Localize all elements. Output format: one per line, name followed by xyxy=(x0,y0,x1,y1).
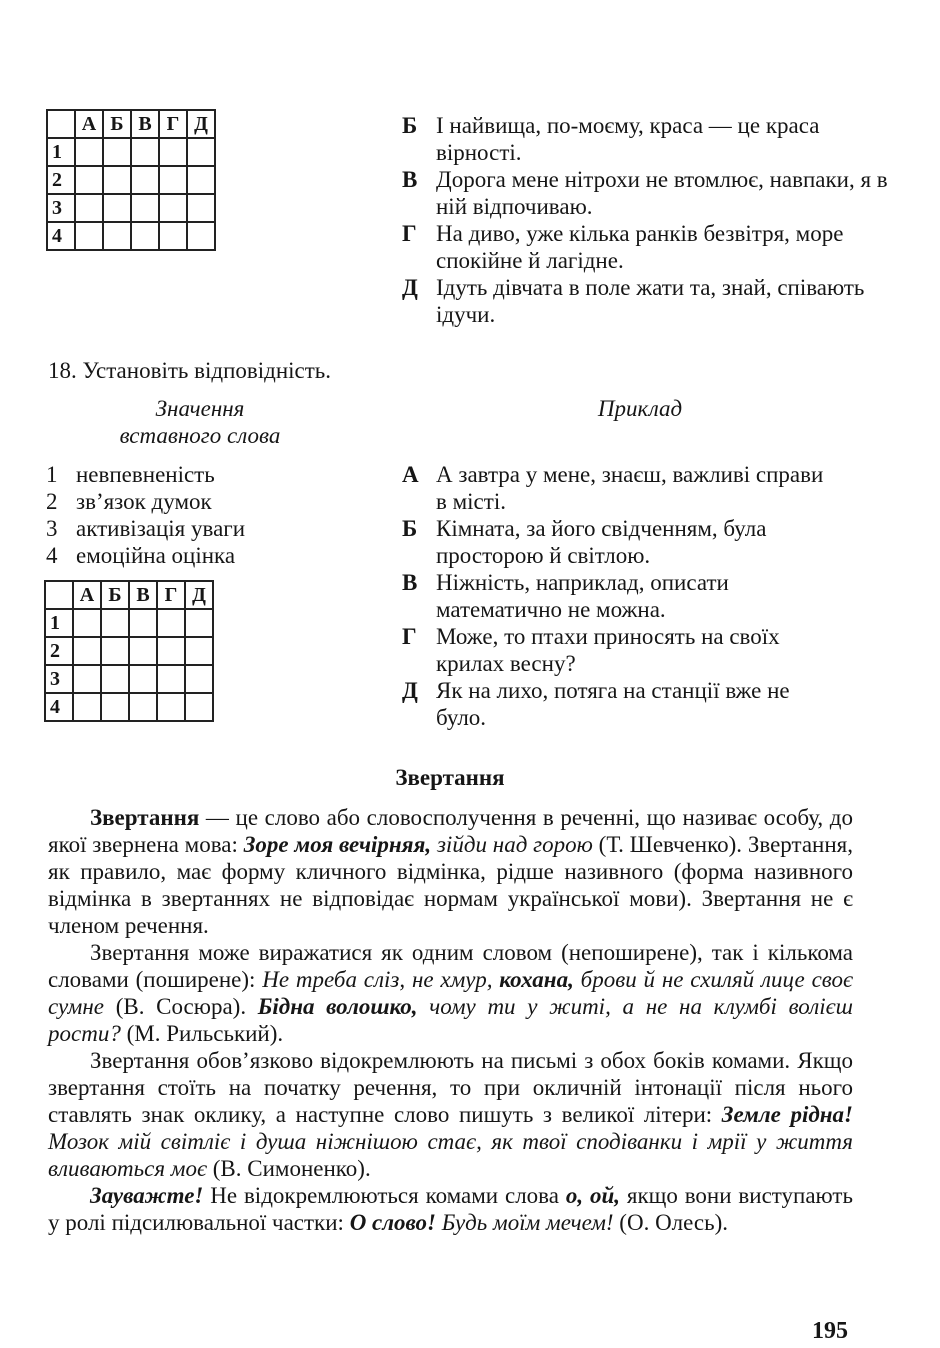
q18-left-column-title xyxy=(80,395,320,449)
example-address: О слово! xyxy=(349,1210,436,1235)
grid-cell[interactable] xyxy=(187,138,215,166)
example-text: чому ти у житі, а не на клумбі волієш рости? xyxy=(48,994,853,1046)
grid-col-b: Б xyxy=(101,581,129,609)
grid-cell[interactable] xyxy=(73,609,101,637)
q18-option-v xyxy=(402,569,832,623)
text-run: — це слово або словосполучення в реченні, що називає особу, до якої звернена мова: xyxy=(48,805,853,857)
grid-cell[interactable] xyxy=(185,609,213,637)
q18-item-1 xyxy=(46,461,366,488)
grid-row-1: 1 xyxy=(47,138,75,166)
option-text: На диво, уже кілька ранків безвітря, море спокійне й лагідне. xyxy=(436,221,844,273)
option-letter: Б xyxy=(402,516,418,541)
option-letter: А xyxy=(402,462,419,487)
grid-cell[interactable] xyxy=(131,222,159,250)
option-text: Кімната, за його свідченням, була просторою й світлою. xyxy=(436,516,767,568)
grid-cell[interactable] xyxy=(101,637,129,665)
grid-row-2: 2 xyxy=(45,637,73,665)
grid-cell[interactable] xyxy=(73,637,101,665)
grid-cell[interactable] xyxy=(157,637,185,665)
q18-option-a xyxy=(402,461,832,515)
option-letter: В xyxy=(402,167,418,192)
grid-cell[interactable] xyxy=(73,693,101,721)
grid-cell[interactable] xyxy=(185,693,213,721)
paragraph-forms xyxy=(48,939,853,1047)
q17-option-b xyxy=(402,112,902,166)
q17-options xyxy=(402,112,902,328)
paragraph-note xyxy=(48,1182,853,1236)
grid-cell[interactable] xyxy=(73,665,101,693)
item-text: активізація уваги xyxy=(76,516,246,541)
grid-row-3: 3 xyxy=(45,665,73,693)
item-number: 3 xyxy=(46,516,58,541)
example-address: Земле рідна! xyxy=(721,1102,853,1127)
section-body xyxy=(48,804,853,1236)
text-run: (В. Сосюра). xyxy=(103,994,258,1019)
grid-cell[interactable] xyxy=(159,138,187,166)
q18-item-2 xyxy=(46,488,366,515)
grid-col-a: А xyxy=(75,110,103,138)
option-letter: Д xyxy=(402,275,418,300)
q18-item-4 xyxy=(46,542,366,569)
option-letter: Г xyxy=(402,624,417,649)
option-text: І найвища, по-моєму, краса — це краса вірності. xyxy=(436,113,820,165)
grid-corner xyxy=(45,581,73,609)
answer-grid-17 xyxy=(46,109,216,251)
grid-cell[interactable] xyxy=(187,194,215,222)
grid-cell[interactable] xyxy=(159,194,187,222)
paragraph-definition xyxy=(48,804,853,939)
grid-corner xyxy=(47,110,75,138)
option-text: А завтра у мене, знаєш, важливі справи в місті. xyxy=(436,462,824,514)
grid-cell[interactable] xyxy=(101,665,129,693)
example-text: Мозок мій світліє і душа ніжнішою стає, як твої сподіванки і мрії у життя вливаються моє xyxy=(48,1129,853,1181)
option-text: Ніжність, наприклад, описати математично не можна. xyxy=(436,570,729,622)
grid-cell[interactable] xyxy=(103,166,131,194)
q18-option-g xyxy=(402,623,832,677)
q18-left-title-line2: вставного слова xyxy=(119,423,281,448)
text-run: Звертання обов’язково відокремлюють на письмі з обох боків комами. Якщо звертання стоїть на початку речення, то при окличній інтонації після нього ставлять знак оклику, а наступне слово пишуть з великої літери: xyxy=(48,1048,853,1127)
q17-option-d xyxy=(402,274,902,328)
grid-cell[interactable] xyxy=(157,609,185,637)
grid-cell[interactable] xyxy=(185,665,213,693)
q18-right-column-title: Приклад xyxy=(597,396,683,421)
option-text: Дорога мене нітрохи не втомлює, навпаки, я в ній відпочиваю. xyxy=(436,167,888,219)
q18-items xyxy=(46,461,366,569)
q18-option-b xyxy=(402,515,832,569)
grid-col-b: Б xyxy=(103,110,131,138)
grid-cell[interactable] xyxy=(75,138,103,166)
grid-cell[interactable] xyxy=(103,194,131,222)
example-text: Не треба сліз, не хмур, xyxy=(262,967,500,992)
q17-option-v xyxy=(402,166,902,220)
example-text: зійди над горою xyxy=(431,832,593,857)
q18-prompt: 18. Установіть відповідність. xyxy=(48,358,332,383)
example-address: Бідна волошко, xyxy=(257,994,418,1019)
text-run: (О. Олесь). xyxy=(613,1210,729,1235)
grid-cell[interactable] xyxy=(157,665,185,693)
example-address: Зоре моя вечірняя, xyxy=(243,832,432,857)
paragraph-punctuation xyxy=(48,1047,853,1182)
item-number: 2 xyxy=(46,489,58,514)
grid-cell[interactable] xyxy=(185,637,213,665)
text-run: (М. Рильський). xyxy=(120,1021,284,1046)
text-run: Звертання може виражатися як одним словом (непоширене), так і кількома словами (поширене): xyxy=(48,940,853,992)
item-number: 1 xyxy=(46,462,58,487)
grid-cell[interactable] xyxy=(75,166,103,194)
grid-cell[interactable] xyxy=(129,609,157,637)
grid-col-d: Д xyxy=(185,581,213,609)
q18-options xyxy=(402,461,832,731)
grid-cell[interactable] xyxy=(187,222,215,250)
grid-cell[interactable] xyxy=(103,138,131,166)
grid-cell[interactable] xyxy=(103,222,131,250)
note-label: Зауважте! xyxy=(90,1183,204,1208)
option-letter: В xyxy=(402,570,418,595)
grid-col-a: А xyxy=(73,581,101,609)
grid-cell[interactable] xyxy=(157,693,185,721)
q18-option-d xyxy=(402,677,832,731)
page-number: 195 xyxy=(812,1318,848,1344)
example-text: Будь моїм мечем! xyxy=(435,1210,614,1235)
example-address: кохана, xyxy=(499,967,574,992)
q18-left-title-line1: Значення xyxy=(155,396,245,421)
answer-grid-18 xyxy=(44,580,214,722)
q17-option-g xyxy=(402,220,902,274)
grid-cell[interactable] xyxy=(159,222,187,250)
item-text: зв’язок думок xyxy=(76,489,212,514)
item-text: невпевненість xyxy=(76,462,215,487)
grid-cell[interactable] xyxy=(159,166,187,194)
particle-words: о, ой, xyxy=(565,1183,620,1208)
option-letter: Д xyxy=(402,678,418,703)
grid-cell[interactable] xyxy=(129,665,157,693)
grid-cell[interactable] xyxy=(101,609,129,637)
grid-cell[interactable] xyxy=(129,693,157,721)
term: Звертання xyxy=(90,805,200,830)
grid-cell[interactable] xyxy=(101,693,129,721)
item-number: 4 xyxy=(46,543,58,568)
example-text: брови й не схиляй лице своє сумне xyxy=(48,967,854,1019)
q18-item-3 xyxy=(46,515,366,542)
grid-row-3: 3 xyxy=(47,194,75,222)
grid-row-4: 4 xyxy=(45,693,73,721)
option-text: Як на лихо, потяга на станції вже не було. xyxy=(436,678,790,730)
grid-col-g: Г xyxy=(159,110,187,138)
text-run: Не відокремлюються комами слова xyxy=(203,1183,566,1208)
grid-cell[interactable] xyxy=(131,138,159,166)
grid-col-g: Г xyxy=(157,581,185,609)
grid-cell[interactable] xyxy=(129,637,157,665)
option-text: Може, то птахи приносять на своїх крилах весну? xyxy=(436,624,780,676)
grid-cell[interactable] xyxy=(131,166,159,194)
grid-col-d: Д xyxy=(187,110,215,138)
grid-cell[interactable] xyxy=(75,222,103,250)
text-run: (Т. Шевченко). Звертання, як правило, має форму кличного відмінка, рідше називного (форма називного відмінка в звертаннях не відповідає нормам української мови). Звертання не є членом речення. xyxy=(48,832,853,938)
item-text: емоційна оцінка xyxy=(76,543,236,568)
grid-row-1: 1 xyxy=(45,609,73,637)
text-run: якщо вони виступають у ролі підсилювальної частки: xyxy=(48,1183,853,1235)
grid-row-2: 2 xyxy=(47,166,75,194)
grid-cell[interactable] xyxy=(131,194,159,222)
grid-col-v: В xyxy=(131,110,159,138)
option-letter: Г xyxy=(402,221,417,246)
grid-cell[interactable] xyxy=(75,194,103,222)
grid-row-4: 4 xyxy=(47,222,75,250)
option-text: Ідуть дівчата в поле жати та, знай, співають ідучи. xyxy=(436,275,865,327)
section-title: Звертання xyxy=(395,765,505,790)
option-letter: Б xyxy=(402,113,418,138)
grid-col-v: В xyxy=(129,581,157,609)
text-run: (В. Симоненко). xyxy=(207,1156,371,1181)
grid-cell[interactable] xyxy=(187,166,215,194)
